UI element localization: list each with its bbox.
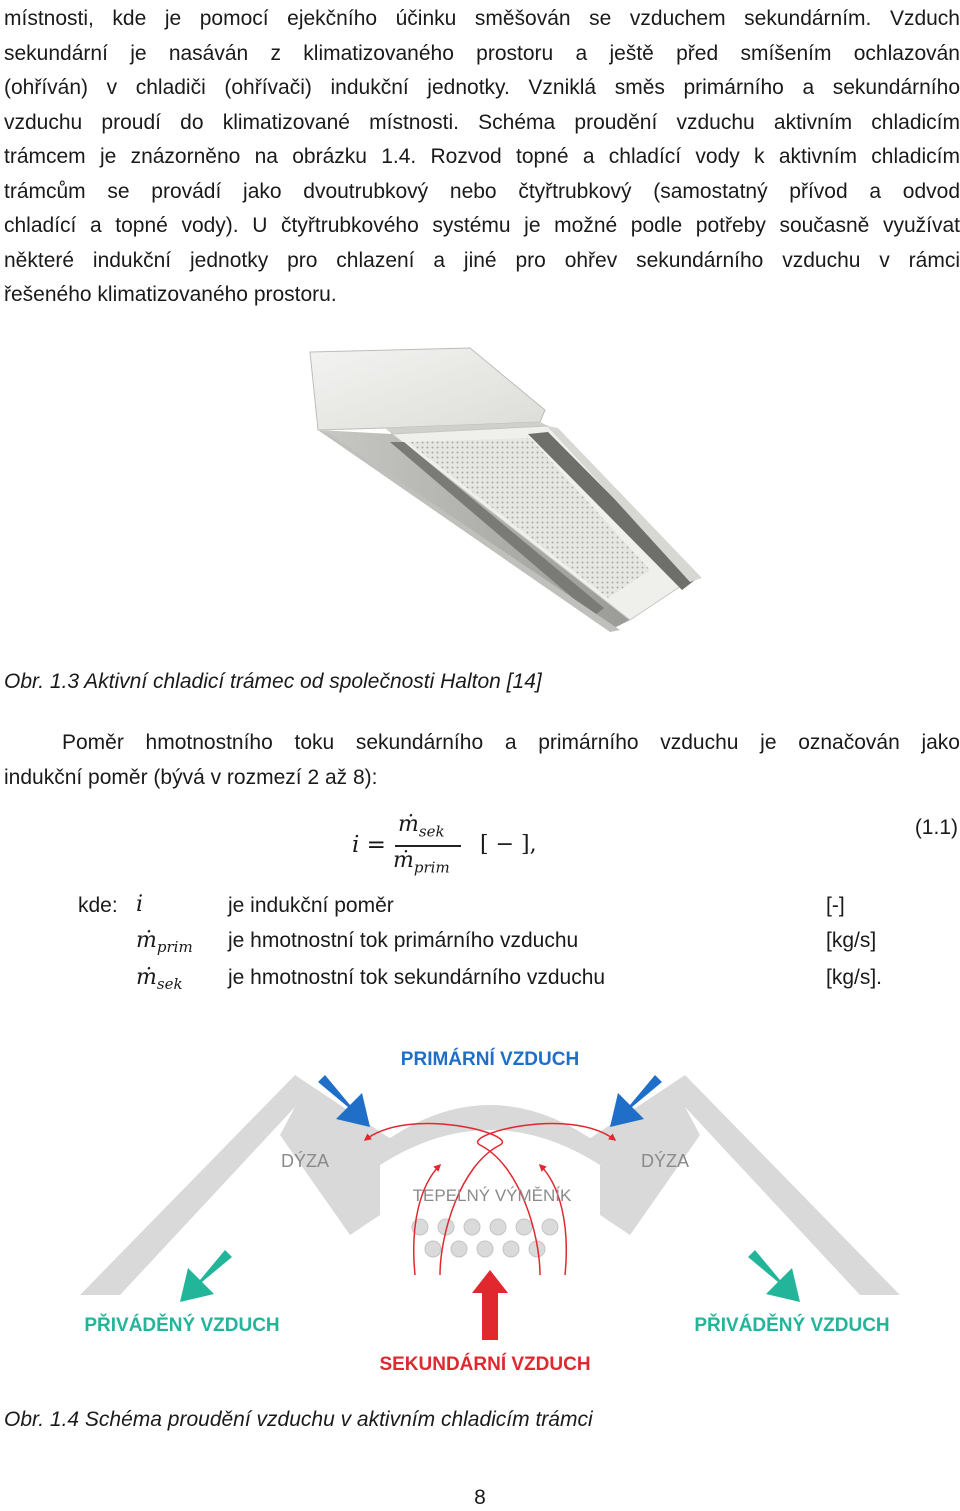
legend-row — [136, 892, 143, 917]
fraction-bar — [395, 845, 461, 847]
figure-2-caption: Obr. 1.4 Schéma proudění vzduchu v aktivním chladicím trámci — [4, 1408, 593, 1431]
subscript-sek: sek — [418, 822, 445, 841]
text-line: místnosti, kde je pomocí ejekčního účinku směšován se vzduchem sekundárním. Vzduch — [4, 7, 960, 30]
equation-induction-ratio — [340, 810, 640, 890]
equation-numerator — [398, 812, 445, 840]
equation-unit: [ − ], — [480, 832, 537, 857]
label-secondary-air: SEKUNDÁRNÍ VZDUCH — [379, 1354, 591, 1375]
legend-subscript: prim — [156, 938, 193, 957]
label-nozzle-right: DÝZA — [640, 1151, 690, 1171]
mass-flow-symbol: ṁ — [393, 848, 414, 873]
supply-air-arrow-left — [180, 1250, 232, 1302]
equation-number: (1.1) — [914, 816, 958, 839]
text-line: chladící a topné vody). U čtyřtrubkového systému je možné podle potřeby současně využívat — [4, 214, 960, 237]
legend-symbol: ṁ — [136, 928, 157, 953]
paragraph-induction-ratio — [4, 726, 960, 795]
label-primary-air: PRIMÁRNÍ VZDUCH — [400, 1049, 580, 1070]
legend-subscript: sek — [156, 975, 183, 994]
legend-row — [136, 965, 183, 993]
legend-description: je hmotnostní tok primárního vzduchu — [228, 929, 579, 952]
supply-air-arrow-right — [748, 1250, 800, 1302]
text-line: řešeného klimatizovaného prostoru. — [4, 283, 337, 306]
figure-1-caption: Obr. 1.3 Aktivní chladicí trámec od společnosti Halton [14] — [4, 670, 542, 693]
text-line: trámcům se provádí jako dvoutrubkový nebo čtyřtrubkový (samostatný přívod a odvod — [4, 179, 960, 203]
subscript-prim: prim — [413, 858, 450, 877]
text-line: některé indukční jednotky pro chlazení a jiné pro ohřev sekundárního vzduchu v rámci — [4, 248, 960, 272]
legend-description: je indukční poměr — [228, 894, 394, 917]
label-heat-exchanger: TEPELNÝ VÝMĚNÍK — [412, 1186, 572, 1205]
label-supply-air-left: PŘIVÁDĚNÝ VZDUCH — [84, 1315, 280, 1336]
equation-denominator — [393, 848, 450, 876]
text-line: (ohříván) v chladiči (ohřívači) indukční jednotky. Vzniklá směs primárního a sekundárního — [4, 76, 960, 99]
text-line: vzduchu proudí do klimatizované místnosti. Schéma proudění vzduchu aktivním chladicím — [4, 110, 960, 134]
text-line: indukční poměr (bývá v rozmezí 2 až 8): — [4, 765, 378, 789]
central-dome — [380, 1105, 600, 1165]
chilled-beam-image — [290, 330, 720, 660]
label-nozzle-left: DÝZA — [280, 1151, 330, 1171]
text-line: sekundární je nasáván z klimatizovaného prostoru a ještě před smíšením ochlazován — [4, 41, 960, 65]
secondary-air-arrow — [472, 1270, 508, 1340]
text-line: trámcem je znázorněno na obrázku 1.4. Rozvod topné a chladící vody k aktivním chladicím — [4, 145, 960, 168]
mass-flow-symbol: ṁ — [398, 812, 419, 837]
legend-unit: [-] — [826, 894, 845, 917]
legend-symbol: i — [136, 892, 144, 917]
legend-row — [136, 928, 193, 956]
legend-description: je hmotnostní tok sekundárního vzduchu — [228, 966, 606, 989]
airflow-schematic — [80, 1035, 900, 1385]
legend-kde-label: kde: — [78, 894, 118, 917]
paragraph-intro — [4, 2, 960, 313]
legend-unit: [kg/s] — [826, 929, 877, 952]
legend-symbol: ṁ — [136, 965, 157, 990]
label-supply-air-right: PŘIVÁDĚNÝ VZDUCH — [694, 1315, 890, 1336]
text-line: Poměr hmotnostního toku sekundárního a primárního vzduchu je označován jako — [62, 731, 960, 754]
page-number: 8 — [474, 1486, 486, 1509]
legend-unit: [kg/s]. — [826, 966, 883, 989]
equation-lhs: i = — [352, 832, 386, 858]
